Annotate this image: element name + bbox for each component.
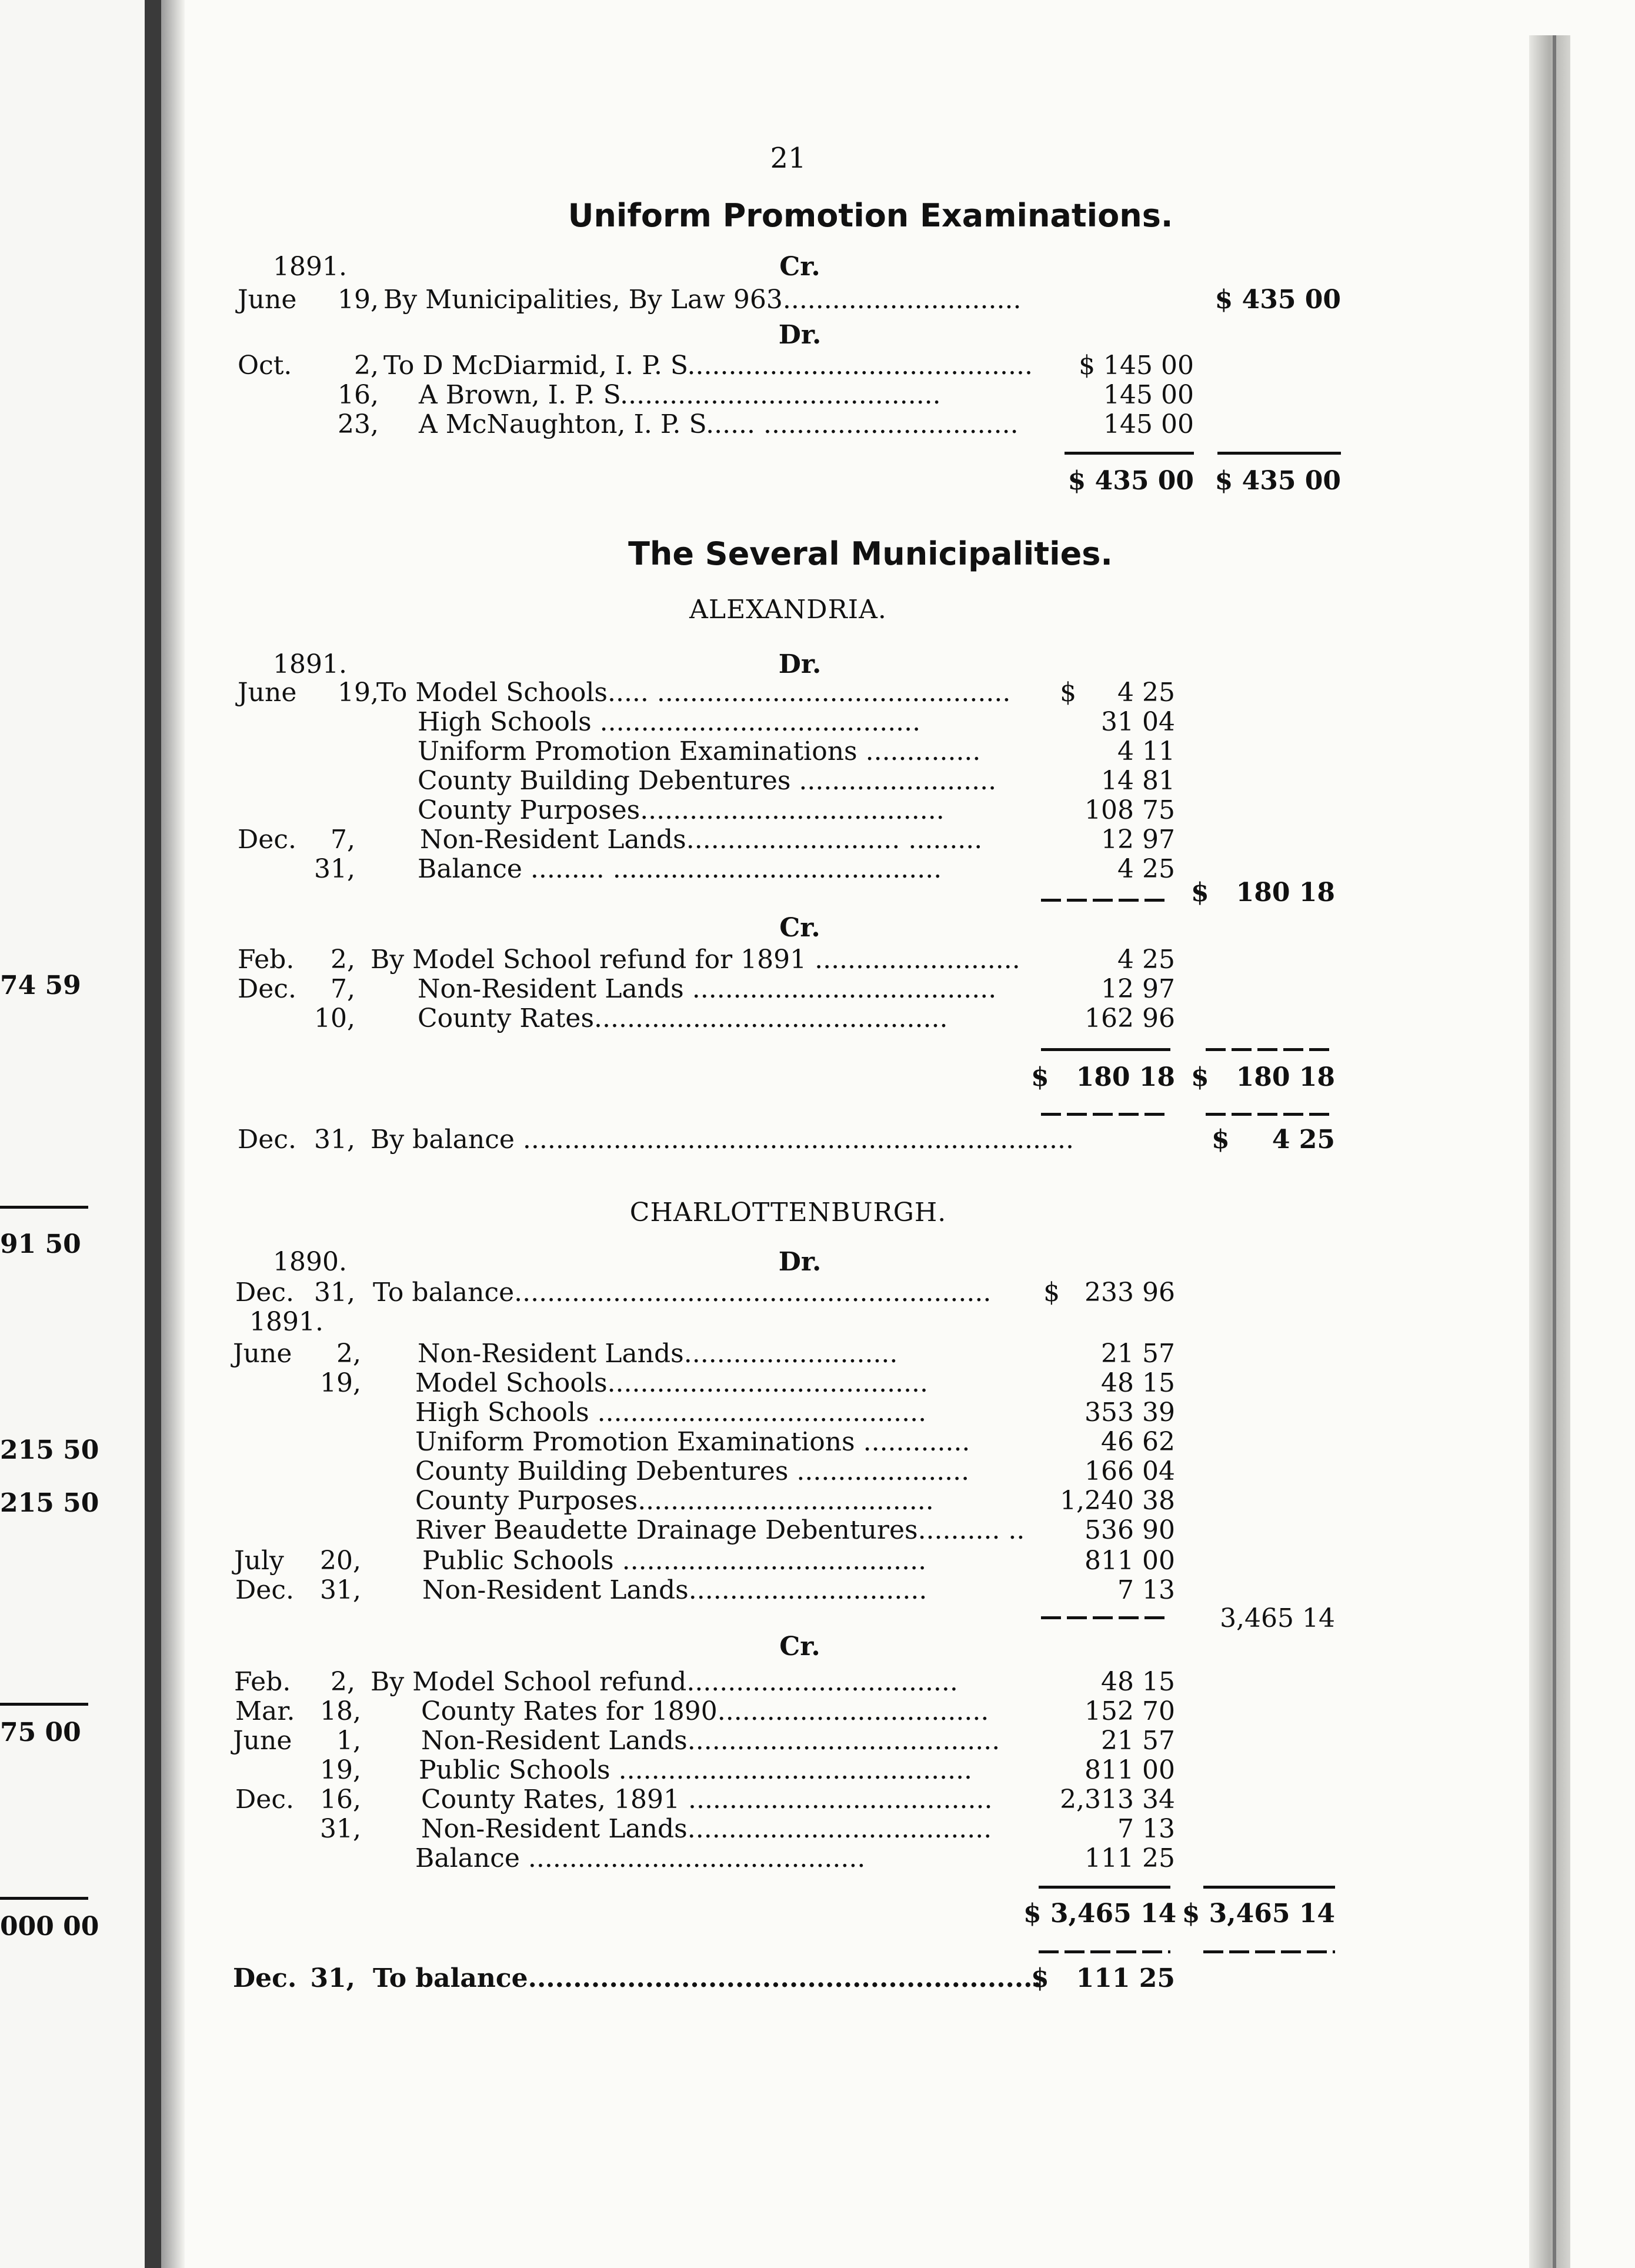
- entry-description: To balance..........................................................: [373, 1278, 992, 1308]
- entry-description: County Rates for 1890.................................: [421, 1696, 989, 1726]
- entry-amount: 12 97: [1101, 974, 1175, 1004]
- entry-amount: 7 13: [1117, 1575, 1175, 1605]
- entry-description: A McNaughton, I. P. S...... ...............................: [419, 409, 1019, 439]
- entry-day: 31,: [310, 1963, 355, 1993]
- debit-total: $ 3,465 14: [1023, 1899, 1177, 1929]
- entry-amount: 145 00: [1103, 380, 1194, 410]
- entry-amount: 536 90: [1085, 1515, 1175, 1545]
- entry-amount: 31 04: [1101, 707, 1175, 737]
- entry-description: Uniform Promotion Examinations ..............: [418, 736, 981, 766]
- entry-amount: 4 25: [1117, 945, 1175, 975]
- total-rule: [1065, 452, 1194, 455]
- year-label: 1891.: [273, 252, 347, 282]
- entry-amount: 48 15: [1101, 1368, 1175, 1398]
- debit-total: $ 180 18: [1191, 878, 1335, 908]
- entry-description: Non-Resident Lands .....................................: [418, 974, 997, 1004]
- entry-description: High Schools ........................................: [415, 1398, 927, 1427]
- entry-amount: 14 81: [1101, 766, 1175, 796]
- entry-month: Feb.: [238, 945, 295, 975]
- entry-description: Public Schools ...........................................: [419, 1755, 973, 1785]
- entry-amount: 4 11: [1117, 736, 1175, 766]
- total-rule: [1206, 1048, 1335, 1051]
- entry-description: To Model Schools..... ...........................................: [376, 678, 1011, 708]
- entry-day: 19,: [338, 285, 379, 315]
- entry-month: Feb.: [234, 1667, 291, 1697]
- entry-description: Non-Resident Lands..........................: [418, 1339, 898, 1369]
- entry-description: By balance ...................................................................: [371, 1125, 1074, 1155]
- total-rule: [1217, 452, 1341, 455]
- entry-description: County Rates, 1891 .....................................: [421, 1785, 993, 1815]
- credit-heading: Cr.: [779, 252, 820, 282]
- page-edge: [1529, 35, 1570, 2268]
- entry-day: 1,: [336, 1726, 361, 1756]
- entry-day: 19,: [320, 1755, 361, 1785]
- entry-description: By Model School refund for 1891 .........................: [371, 945, 1020, 975]
- left-page-figure: 75 00: [0, 1717, 81, 1747]
- total-rule: [1206, 1113, 1335, 1116]
- entry-amount: 811 00: [1085, 1546, 1175, 1576]
- entry-amount: 811 00: [1085, 1755, 1175, 1785]
- left-page-figure: 91 50: [0, 1229, 81, 1259]
- left-page-figure: 74 59: [0, 970, 81, 1000]
- gutter-shadow: [161, 0, 185, 2268]
- entry-month: Oct.: [238, 351, 292, 381]
- entry-month: Dec.: [238, 974, 296, 1004]
- entry-month: Dec.: [235, 1575, 294, 1605]
- entry-description: To balance.........................................................: [373, 1963, 1042, 1993]
- entry-amount: 46 62: [1101, 1427, 1175, 1457]
- entry-description: Non-Resident Lands.......................... .........: [420, 825, 983, 855]
- entry-description: County Purposes....................................: [415, 1486, 934, 1516]
- entry-day: 2,: [331, 1667, 355, 1697]
- credit-heading: Cr.: [779, 913, 820, 943]
- entry-amount: 1,240 38: [1060, 1486, 1175, 1516]
- entry-description: County Building Debentures .....................: [415, 1456, 970, 1486]
- entry-amount: 111 25: [1085, 1843, 1175, 1873]
- section-title: The Several Municipalities.: [628, 535, 1113, 572]
- total-rule: [1203, 1950, 1335, 1953]
- entry-amount: $ 233 96: [1043, 1278, 1175, 1308]
- entry-day: 2,: [354, 351, 379, 381]
- municipality-name: CHARLOTTENBURGH.: [629, 1198, 947, 1228]
- entry-day: 23,: [338, 409, 379, 439]
- entry-amount: $ 4 25: [1060, 678, 1175, 708]
- entry-description: County Building Debentures ........................: [418, 766, 997, 796]
- debit-total: $ 180 18: [1031, 1062, 1175, 1092]
- entry-day: 31,: [314, 854, 355, 884]
- credit-heading: Cr.: [779, 1632, 820, 1662]
- entry-day: 31,: [320, 1814, 361, 1844]
- section-title: Uniform Promotion Examinations.: [568, 197, 1173, 234]
- debit-heading: Dr.: [778, 1247, 822, 1277]
- total-rule: [1041, 899, 1170, 902]
- entry-description: Non-Resident Lands......................................: [421, 1726, 1000, 1756]
- municipality-name: ALEXANDRIA.: [689, 595, 887, 625]
- entry-amount: $ 111 25: [1031, 1963, 1175, 1993]
- entry-amount: 152 70: [1085, 1696, 1175, 1726]
- entry-description: Uniform Promotion Examinations .............: [415, 1427, 970, 1457]
- entry-amount: 7 13: [1117, 1814, 1175, 1844]
- entry-description: Balance .........................................: [415, 1843, 866, 1873]
- entry-day: 16,: [338, 380, 379, 410]
- entry-day: 20,: [320, 1546, 361, 1576]
- total-rule: [1041, 1113, 1170, 1116]
- credit-total: $ 435 00: [1214, 466, 1341, 496]
- entry-month: Dec.: [235, 1785, 294, 1815]
- entry-day: 16,: [320, 1785, 361, 1815]
- entry-month: June: [238, 285, 297, 315]
- entry-description: County Rates...........................................: [418, 1003, 948, 1033]
- left-page-figure: 215 50: [0, 1435, 99, 1465]
- entry-month: July: [234, 1546, 284, 1576]
- balance-amount: 4 25: [1272, 1125, 1335, 1155]
- book-gutter: [145, 0, 161, 2268]
- year-label: 1891.: [249, 1307, 323, 1337]
- entry-description: By Model School refund.................................: [371, 1667, 958, 1697]
- credit-total: $ 3,465 14: [1182, 1899, 1335, 1929]
- entry-month: June: [233, 1339, 292, 1369]
- entry-day: 2,: [331, 945, 355, 975]
- credit-total: $ 180 18: [1191, 1062, 1335, 1092]
- entry-amount: 166 04: [1085, 1456, 1175, 1486]
- debit-total: 3,465 14: [1220, 1603, 1335, 1633]
- year-label: 1890.: [273, 1247, 347, 1277]
- total-rule: [1203, 1886, 1335, 1889]
- entry-description: Model Schools.......................................: [415, 1368, 929, 1398]
- entry-description: By Municipalities, By Law 963.............................: [383, 285, 1022, 315]
- entry-description: River Beaudette Drainage Debentures.......... ..: [415, 1515, 1025, 1545]
- entry-description: To D McDiarmid, I. P. S..........................................: [383, 351, 1033, 381]
- entry-day: 7,: [331, 974, 355, 1004]
- debit-total: $ 435 00: [1067, 466, 1194, 496]
- entry-day: 31,: [314, 1125, 355, 1155]
- entry-day: 19,: [338, 678, 379, 708]
- entry-day: 31,: [314, 1278, 355, 1308]
- total-rule: [1039, 1950, 1170, 1953]
- entry-description: A Brown, I. P. S.......................................: [419, 380, 941, 410]
- entry-month: Dec.: [233, 1963, 297, 1993]
- left-page-figure: 000 00: [0, 1912, 99, 1942]
- entry-description: Non-Resident Lands.............................: [422, 1575, 927, 1605]
- debit-heading: Dr.: [778, 649, 822, 679]
- left-page-rule: [0, 1897, 88, 1900]
- entry-day: 7,: [331, 825, 355, 855]
- entry-amount: 21 57: [1101, 1726, 1175, 1756]
- entry-amount: 2,313 34: [1060, 1785, 1175, 1815]
- entry-day: 10,: [314, 1003, 355, 1033]
- entry-amount: $ 145 00: [1079, 351, 1194, 381]
- entry-month: Dec.: [238, 825, 296, 855]
- entry-amount: 48 15: [1101, 1667, 1175, 1697]
- entry-total: $ 435 00: [1214, 285, 1341, 315]
- balance-dollar: $: [1212, 1125, 1230, 1155]
- entry-month: June: [238, 678, 297, 708]
- entry-description: County Purposes.....................................: [418, 795, 945, 825]
- page-edge-line: [1553, 35, 1556, 2268]
- year-label: 1891.: [273, 649, 347, 679]
- left-page-rule: [0, 1206, 88, 1209]
- page-number: 21: [770, 142, 806, 175]
- entry-description: Public Schools .....................................: [422, 1546, 927, 1576]
- entry-month: Dec.: [235, 1278, 294, 1308]
- total-rule: [1039, 1886, 1170, 1889]
- entry-amount: 21 57: [1101, 1339, 1175, 1369]
- entry-day: 31,: [320, 1575, 361, 1605]
- total-rule: [1041, 1048, 1170, 1051]
- entry-month: June: [233, 1726, 292, 1756]
- entry-description: Non-Resident Lands.....................................: [421, 1814, 992, 1844]
- left-page-figure: 215 50: [0, 1488, 99, 1518]
- entry-amount: 145 00: [1103, 409, 1194, 439]
- entry-amount: 108 75: [1085, 795, 1175, 825]
- total-rule: [1041, 1616, 1170, 1619]
- entry-day: 19,: [320, 1368, 361, 1398]
- entry-description: High Schools .......................................: [418, 707, 921, 737]
- left-page-rule: [0, 1703, 88, 1706]
- entry-amount: 353 39: [1085, 1398, 1175, 1427]
- debit-heading: Dr.: [778, 320, 822, 350]
- entry-day: 2,: [336, 1339, 361, 1369]
- entry-amount: 4 25: [1117, 854, 1175, 884]
- entry-amount: 12 97: [1101, 825, 1175, 855]
- entry-month: Mar.: [235, 1696, 295, 1726]
- entry-amount: 162 96: [1085, 1003, 1175, 1033]
- entry-month: Dec.: [238, 1125, 296, 1155]
- entry-description: Balance ......... ........................................: [418, 854, 942, 884]
- entry-day: 18,: [320, 1696, 361, 1726]
